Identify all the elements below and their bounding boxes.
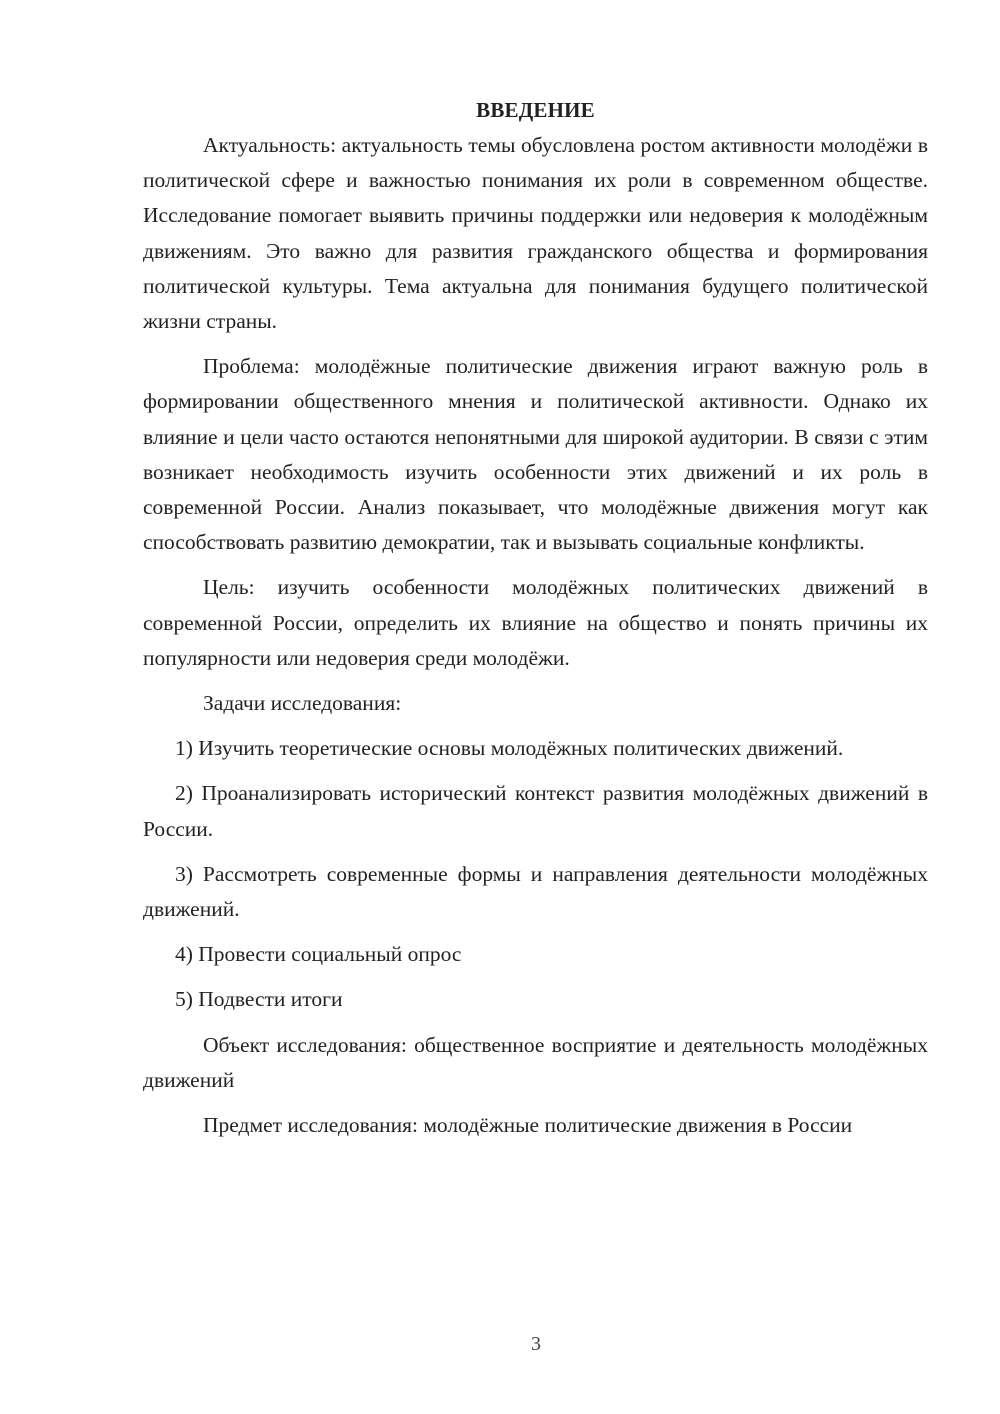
goal-paragraph: Цель: изучить особенности молодёжных политических движений в современной России, определить их влияние на общество и понять причины их популярности или недоверия среди молодёжи.	[143, 575, 928, 670]
tasks-list	[143, 731, 928, 1017]
task-item-3: 3) Рассмотреть современные формы и направления деятельности молодёжных движений.	[143, 861, 928, 922]
tasks-heading: Задачи исследования:	[203, 691, 402, 716]
task-item-5: 5) Подвести итоги	[175, 987, 343, 1012]
problem-paragraph: Проблема: молодёжные политические движения играют важную роль в формировании общественного мнения и политической активности. Однако их влияние и цели часто остаются непонятными для широкой аудитории. В связи с этим возникает необходимость изучить особенности этих движений и их роль в современной России. Анализ показывает, что молодёжные движения могут как способствовать развитию демократии, так и вызывать социальные конфликты.	[143, 354, 928, 555]
page-number: 3	[531, 1333, 541, 1355]
subject-paragraph: Предмет исследования: молодёжные политические движения в России	[203, 1113, 853, 1138]
task-item-4: 4) Провести социальный опрос	[175, 942, 462, 967]
document-page	[143, 93, 928, 1143]
page-title: ВВЕДЕНИЕ	[476, 98, 595, 122]
object-paragraph: Объект исследования: общественное восприятие и деятельность молодёжных движений	[143, 1032, 928, 1092]
relevance-paragraph: Актуальность: актуальность темы обусловлена ростом активности молодёжи в политической сфере и важностью понимания их роли в современном обществе. Исследование помогает выявить причины поддержки или недоверия к молодёжным движениям. Это важно для развития гражданского общества и формирования политической культуры. Тема актуальна для понимания будущего политической жизни страны.	[143, 133, 928, 334]
task-item-1: 1) Изучить теоретические основы молодёжных политических движений.	[175, 736, 844, 761]
task-item-2: 2) Проанализировать исторический контекст развития молодёжных движений в России.	[143, 781, 928, 841]
